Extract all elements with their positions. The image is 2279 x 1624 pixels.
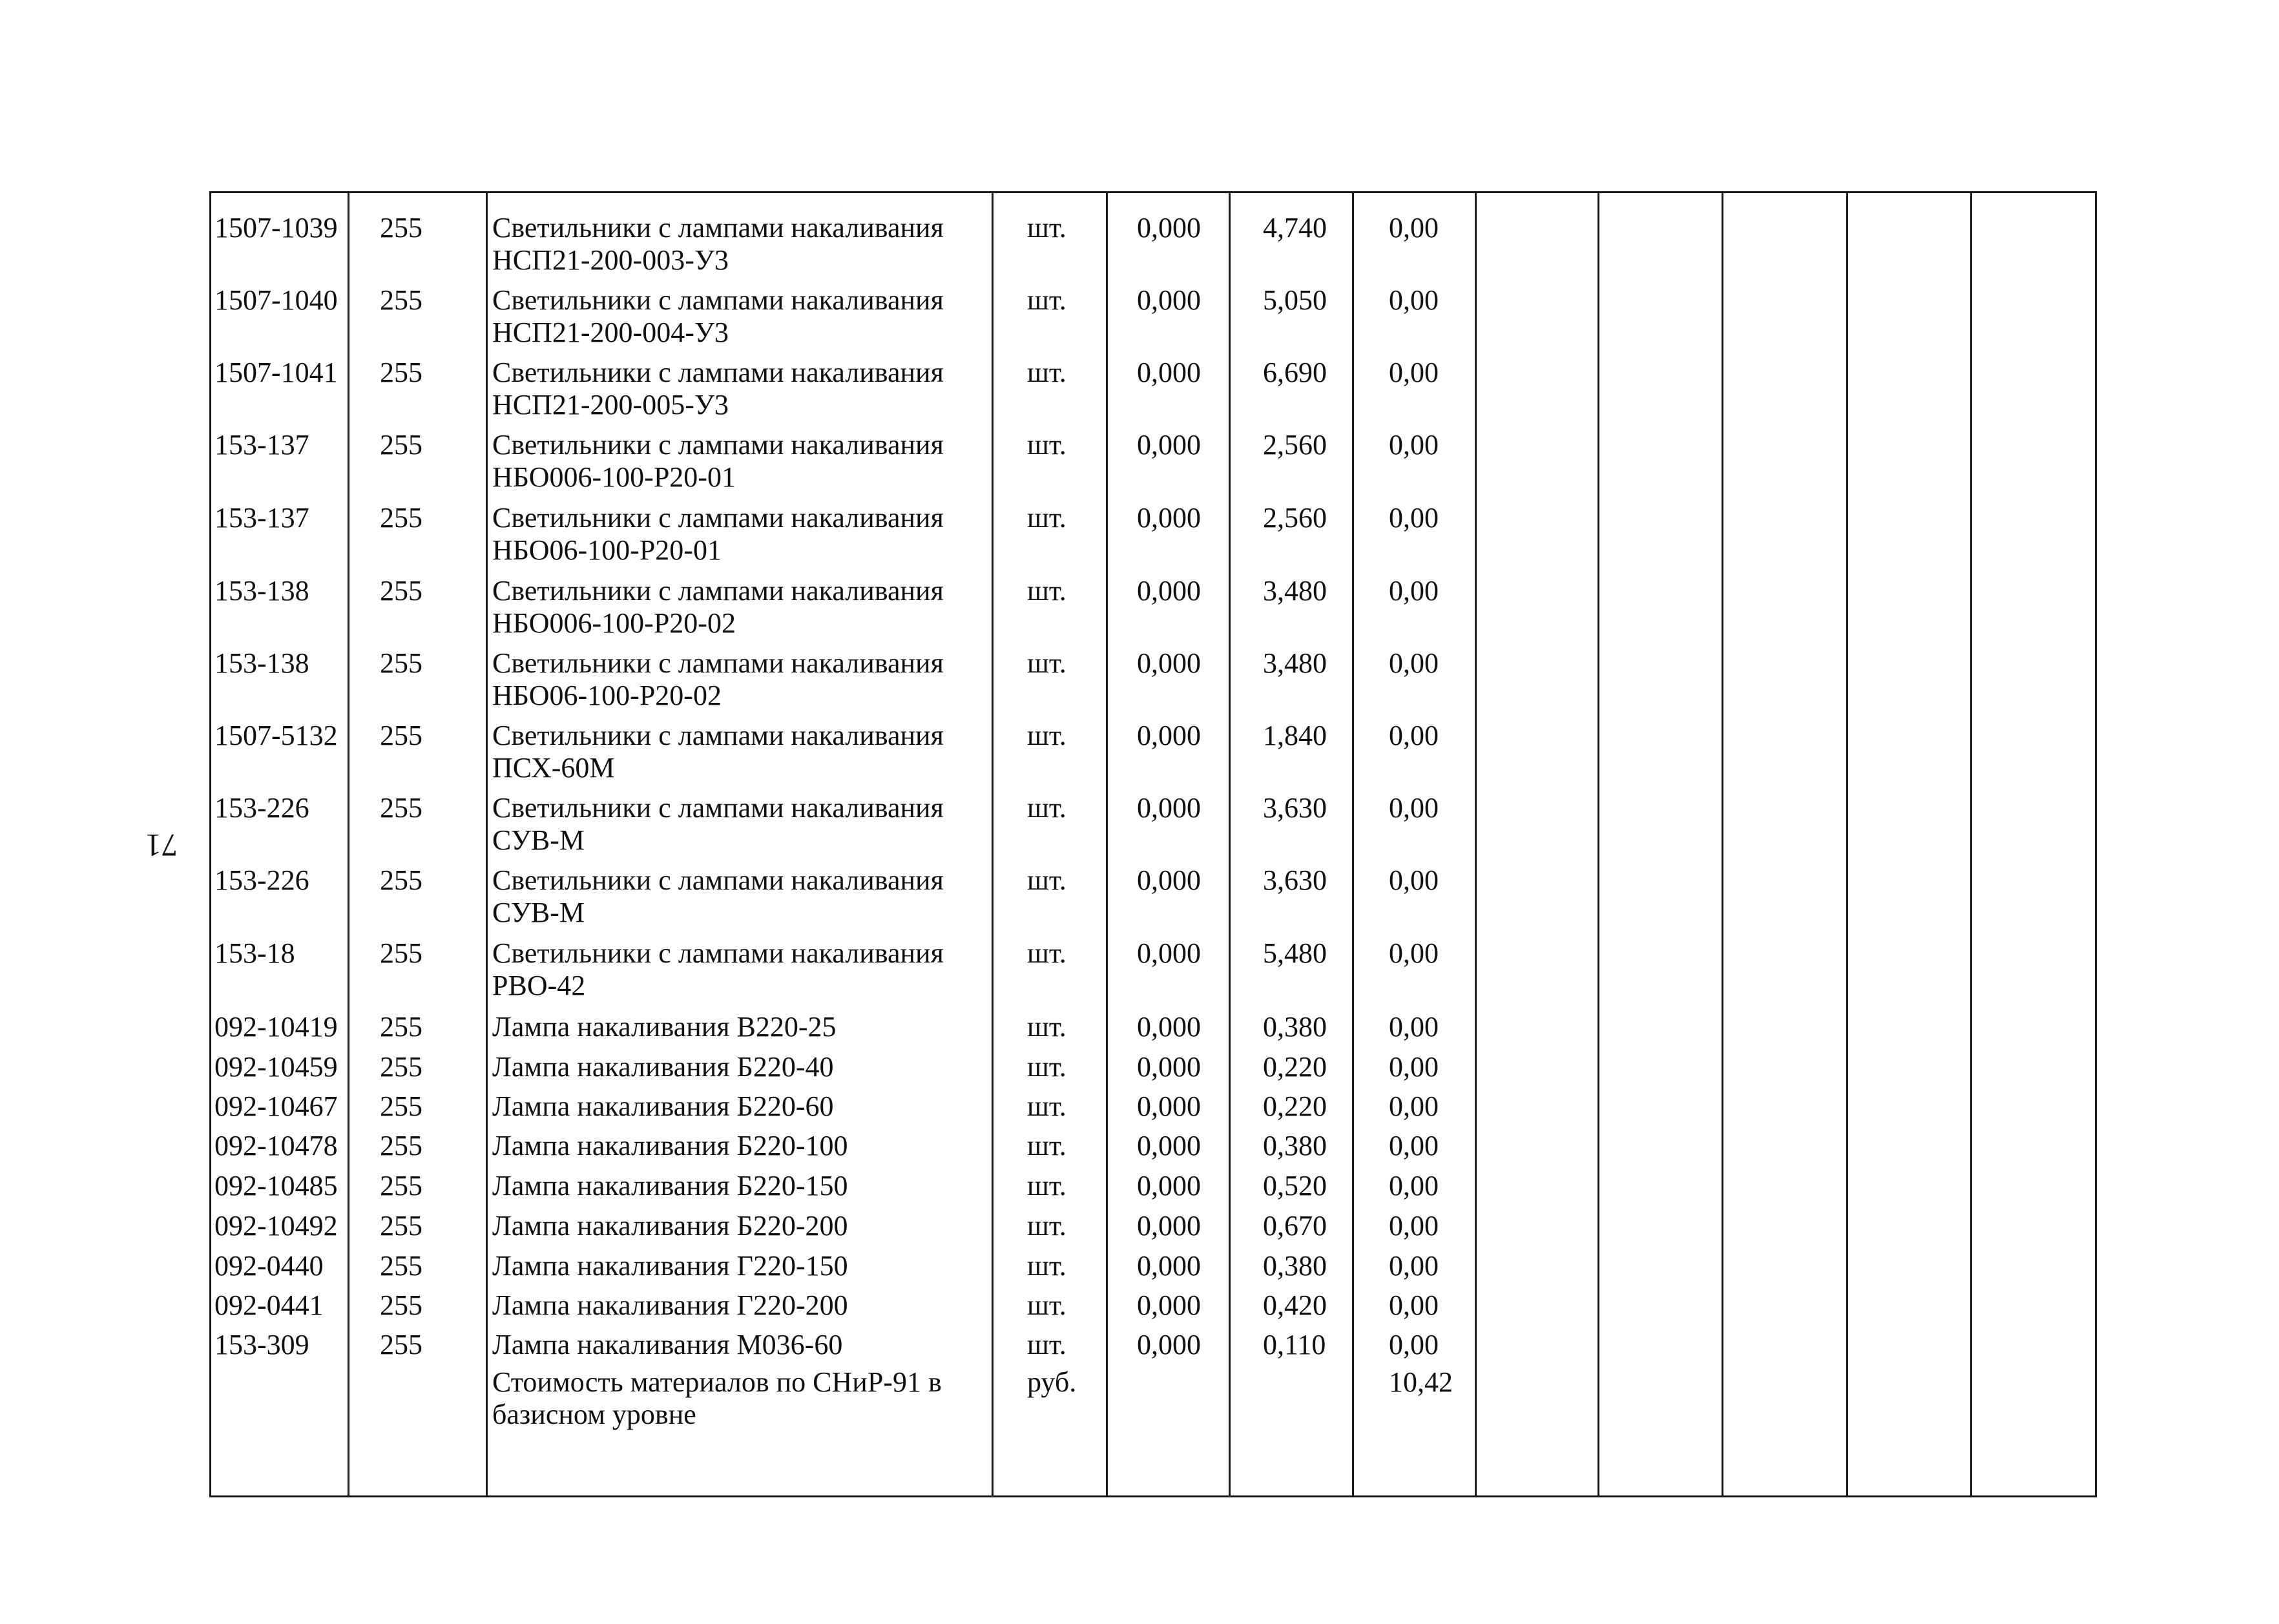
row-value-2: 0,380 xyxy=(1263,1130,1327,1161)
row-quantity: 255 xyxy=(380,429,422,461)
row-value-3: 0,00 xyxy=(1389,937,1439,969)
row-quantity: 255 xyxy=(380,357,422,388)
row-name-line: Лампа накаливания Б220-40 xyxy=(492,1051,834,1083)
row-value-3: 0,00 xyxy=(1389,1090,1439,1122)
row-value-1: 0,000 xyxy=(1137,1051,1201,1083)
row-value-2: 3,630 xyxy=(1263,864,1327,896)
row-value-3: 0,00 xyxy=(1389,1329,1439,1360)
row-name-line: Светильники с лампами накаливания xyxy=(492,720,944,751)
row-value-2: 3,630 xyxy=(1263,792,1327,824)
row-value-2: 2,560 xyxy=(1263,502,1327,534)
row-value-1: 0,000 xyxy=(1137,864,1201,896)
row-name-line: Лампа накаливания Г220-150 xyxy=(492,1250,848,1282)
row-name-line: НСП21-200-005-У3 xyxy=(492,389,729,421)
row-quantity: 255 xyxy=(380,647,422,679)
row-unit: шт. xyxy=(1027,1250,1067,1282)
row-code: 092-10492 xyxy=(214,1210,338,1242)
row-value-1: 0,000 xyxy=(1137,1130,1201,1161)
row-name-line: Светильники с лампами накаливания xyxy=(492,212,944,244)
row-value-1: 0,000 xyxy=(1137,1289,1201,1321)
row-value-2: 0,220 xyxy=(1263,1090,1327,1122)
total-name-line-1: Стоимость материалов по СНиР-91 в xyxy=(492,1366,942,1398)
row-value-3: 0,00 xyxy=(1389,1051,1439,1083)
row-unit: шт. xyxy=(1027,1011,1067,1043)
row-value-1: 0,000 xyxy=(1137,1090,1201,1122)
row-unit: шт. xyxy=(1027,720,1067,751)
row-name-line: Лампа накаливания Б220-150 xyxy=(492,1170,848,1202)
row-value-3: 0,00 xyxy=(1389,429,1439,461)
column-divider xyxy=(1970,191,1972,1497)
row-name-line: НСП21-200-004-У3 xyxy=(492,317,729,348)
row-code: 092-10467 xyxy=(214,1090,338,1122)
row-code: 092-10459 xyxy=(214,1051,338,1083)
row-quantity: 255 xyxy=(380,1051,422,1083)
row-unit: шт. xyxy=(1027,575,1067,607)
row-value-2: 3,480 xyxy=(1263,647,1327,679)
row-quantity: 255 xyxy=(380,792,422,824)
row-value-2: 4,740 xyxy=(1263,212,1327,244)
row-name-line: НБО006-100-Р20-02 xyxy=(492,607,736,639)
column-divider xyxy=(1475,191,1477,1497)
row-value-1: 0,000 xyxy=(1137,575,1201,607)
row-code: 1507-5132 xyxy=(214,720,338,751)
row-value-1: 0,000 xyxy=(1137,284,1201,316)
row-name-line: СУВ-М xyxy=(492,824,585,856)
row-value-1: 0,000 xyxy=(1137,1250,1201,1282)
row-value-2: 2,560 xyxy=(1263,429,1327,461)
row-code: 153-18 xyxy=(214,937,295,969)
row-unit: шт. xyxy=(1027,429,1067,461)
row-unit: шт. xyxy=(1027,1090,1067,1122)
row-unit: шт. xyxy=(1027,864,1067,896)
row-value-1: 0,000 xyxy=(1137,357,1201,388)
row-value-3: 0,00 xyxy=(1389,1170,1439,1202)
row-code: 1507-1040 xyxy=(214,284,338,316)
total-value: 10,42 xyxy=(1389,1366,1453,1398)
row-value-1: 0,000 xyxy=(1137,502,1201,534)
row-value-3: 0,00 xyxy=(1389,575,1439,607)
row-value-3: 0,00 xyxy=(1389,502,1439,534)
row-code: 153-138 xyxy=(214,575,309,607)
column-divider xyxy=(1229,191,1231,1497)
row-value-1: 0,000 xyxy=(1137,792,1201,824)
row-unit: шт. xyxy=(1027,1170,1067,1202)
row-value-2: 0,380 xyxy=(1263,1011,1327,1043)
row-name-line: Лампа накаливания М036-60 xyxy=(492,1329,843,1360)
row-value-2: 3,480 xyxy=(1263,575,1327,607)
row-value-1: 0,000 xyxy=(1137,937,1201,969)
row-value-3: 0,00 xyxy=(1389,1210,1439,1242)
row-value-3: 0,00 xyxy=(1389,1250,1439,1282)
row-value-2: 5,050 xyxy=(1263,284,1327,316)
row-name-line: Лампа накаливания Б220-200 xyxy=(492,1210,848,1242)
row-code: 153-226 xyxy=(214,864,309,896)
row-unit: шт. xyxy=(1027,212,1067,244)
row-name-line: НБО006-100-Р20-01 xyxy=(492,461,736,493)
column-divider xyxy=(1352,191,1354,1497)
row-value-1: 0,000 xyxy=(1137,1011,1201,1043)
row-unit: шт. xyxy=(1027,1051,1067,1083)
row-quantity: 255 xyxy=(380,575,422,607)
row-value-2: 0,110 xyxy=(1263,1329,1326,1360)
row-value-3: 0,00 xyxy=(1389,1289,1439,1321)
row-name-line: Светильники с лампами накаливания xyxy=(492,284,944,316)
row-name-line: Лампа накаливания В220-25 xyxy=(492,1011,837,1043)
column-divider xyxy=(992,191,994,1497)
row-quantity: 255 xyxy=(380,1090,422,1122)
row-value-3: 0,00 xyxy=(1389,284,1439,316)
row-code: 153-137 xyxy=(214,502,309,534)
row-name-line: Светильники с лампами накаливания xyxy=(492,864,944,896)
row-code: 153-226 xyxy=(214,792,309,824)
row-code: 092-10478 xyxy=(214,1130,338,1161)
row-unit: шт. xyxy=(1027,1210,1067,1242)
row-name-line: Лампа накаливания Б220-100 xyxy=(492,1130,848,1161)
row-name-line: Светильники с лампами накаливания xyxy=(492,792,944,824)
row-value-3: 0,00 xyxy=(1389,212,1439,244)
row-value-2: 0,220 xyxy=(1263,1051,1327,1083)
row-name-line: ПСХ-60М xyxy=(492,752,615,784)
column-divider xyxy=(348,191,349,1497)
row-code: 092-0441 xyxy=(214,1289,324,1321)
total-name-line-2: базисном уровне xyxy=(492,1399,696,1430)
row-code: 153-309 xyxy=(214,1329,309,1360)
row-value-1: 0,000 xyxy=(1137,1170,1201,1202)
column-divider xyxy=(1722,191,1723,1497)
row-name-line: Светильники с лампами накаливания xyxy=(492,575,944,607)
row-quantity: 255 xyxy=(380,937,422,969)
row-value-2: 6,690 xyxy=(1263,357,1327,388)
row-name-line: РВО-42 xyxy=(492,970,586,1001)
row-code: 1507-1039 xyxy=(214,212,338,244)
row-quantity: 255 xyxy=(380,1130,422,1161)
row-quantity: 255 xyxy=(380,284,422,316)
row-unit: шт. xyxy=(1027,937,1067,969)
row-unit: шт. xyxy=(1027,647,1067,679)
row-value-2: 0,380 xyxy=(1263,1250,1327,1282)
row-code: 092-10419 xyxy=(214,1011,338,1043)
row-quantity: 255 xyxy=(380,864,422,896)
column-divider xyxy=(486,191,488,1497)
row-name-line: Светильники с лампами накаливания xyxy=(492,502,944,534)
row-code: 153-138 xyxy=(214,647,309,679)
row-value-3: 0,00 xyxy=(1389,792,1439,824)
row-name-line: Лампа накаливания Г220-200 xyxy=(492,1289,848,1321)
row-unit: шт. xyxy=(1027,357,1067,388)
row-value-1: 0,000 xyxy=(1137,212,1201,244)
row-quantity: 255 xyxy=(380,1170,422,1202)
total-unit: руб. xyxy=(1027,1366,1077,1398)
row-name-line: Светильники с лампами накаливания xyxy=(492,647,944,679)
row-name-line: Светильники с лампами накаливания xyxy=(492,429,944,461)
row-unit: шт. xyxy=(1027,1130,1067,1161)
page-number: 71 xyxy=(145,828,178,864)
row-quantity: 255 xyxy=(380,212,422,244)
row-value-1: 0,000 xyxy=(1137,1210,1201,1242)
row-name-line: СУВ-М xyxy=(492,897,585,928)
row-value-1: 0,000 xyxy=(1137,429,1201,461)
row-value-3: 0,00 xyxy=(1389,647,1439,679)
row-quantity: 255 xyxy=(380,1210,422,1242)
row-code: 153-137 xyxy=(214,429,309,461)
row-value-2: 0,520 xyxy=(1263,1170,1327,1202)
row-value-2: 0,670 xyxy=(1263,1210,1327,1242)
row-code: 092-0440 xyxy=(214,1250,324,1282)
row-value-3: 0,00 xyxy=(1389,1130,1439,1161)
row-name-line: Светильники с лампами накаливания xyxy=(492,357,944,388)
row-value-2: 0,420 xyxy=(1263,1289,1327,1321)
column-divider xyxy=(1106,191,1108,1497)
row-value-3: 0,00 xyxy=(1389,720,1439,751)
column-divider xyxy=(1846,191,1848,1497)
row-quantity: 255 xyxy=(380,720,422,751)
row-value-2: 1,840 xyxy=(1263,720,1327,751)
row-code: 092-10485 xyxy=(214,1170,338,1202)
row-unit: шт. xyxy=(1027,284,1067,316)
row-value-1: 0,000 xyxy=(1137,720,1201,751)
row-quantity: 255 xyxy=(380,502,422,534)
row-unit: шт. xyxy=(1027,1329,1067,1360)
row-value-3: 0,00 xyxy=(1389,864,1439,896)
row-value-3: 0,00 xyxy=(1389,1011,1439,1043)
row-name-line: НБО06-100-Р20-01 xyxy=(492,534,722,566)
row-code: 1507-1041 xyxy=(214,357,338,388)
row-unit: шт. xyxy=(1027,1289,1067,1321)
row-value-2: 5,480 xyxy=(1263,937,1327,969)
row-unit: шт. xyxy=(1027,792,1067,824)
row-unit: шт. xyxy=(1027,502,1067,534)
row-quantity: 255 xyxy=(380,1329,422,1360)
row-value-1: 0,000 xyxy=(1137,1329,1201,1360)
row-name-line: Лампа накаливания Б220-60 xyxy=(492,1090,834,1122)
row-name-line: НБО06-100-Р20-02 xyxy=(492,680,722,711)
column-divider xyxy=(1597,191,1599,1497)
row-value-1: 0,000 xyxy=(1137,647,1201,679)
row-name-line: НСП21-200-003-У3 xyxy=(492,244,729,276)
row-quantity: 255 xyxy=(380,1289,422,1321)
row-value-3: 0,00 xyxy=(1389,357,1439,388)
row-quantity: 255 xyxy=(380,1011,422,1043)
row-quantity: 255 xyxy=(380,1250,422,1282)
row-name-line: Светильники с лампами накаливания xyxy=(492,937,944,969)
